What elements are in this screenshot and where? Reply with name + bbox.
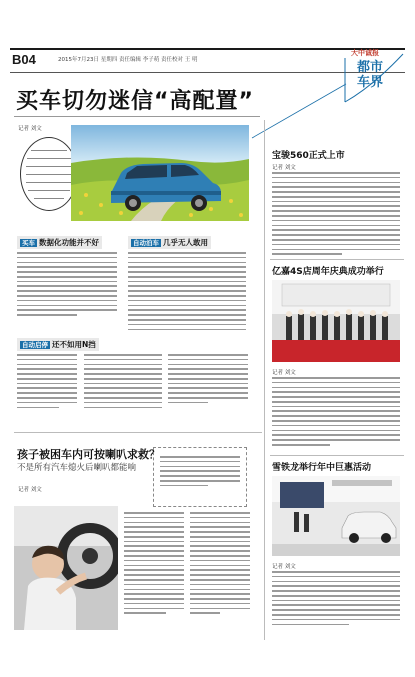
article-divider — [14, 432, 262, 433]
sub-subheadline: 不是所有汽车熄火后喇叭都能响 — [17, 463, 137, 473]
anniversary-photo — [272, 280, 400, 362]
right-divider-2 — [270, 455, 404, 456]
section-name-line2: 车界 — [357, 75, 384, 90]
citroen-event-image — [272, 476, 400, 556]
car-photo — [71, 125, 249, 221]
section-title-3: 还不如用N挡 — [52, 340, 96, 349]
right-article1-body — [272, 172, 400, 258]
anniversary-image — [272, 280, 400, 362]
body-text-col3 — [17, 354, 77, 411]
newspaper-name: 大中诚报 — [351, 48, 379, 57]
decor-arrow-icon — [250, 82, 350, 142]
sub-headline: 孩子被困车内可按喇叭求救？ — [17, 448, 160, 461]
right-divider-1 — [270, 259, 404, 260]
section-tag-3: 自动启停 — [22, 341, 48, 349]
pull-quote — [153, 447, 247, 507]
section-name — [357, 60, 383, 90]
body-text-col2 — [128, 252, 246, 333]
section-title-1: 数据化功能并不好 — [39, 238, 99, 247]
section-heading-3 — [17, 338, 99, 351]
child-image — [14, 506, 118, 630]
body-text-col5 — [168, 354, 248, 407]
body-text-col4 — [84, 354, 162, 411]
section-tag-1: 买车 — [22, 239, 35, 247]
intro-circle — [20, 137, 78, 211]
right-article2-byline: 记者 刘文 — [272, 370, 296, 376]
section-logo — [343, 46, 405, 104]
section-tag-2: 自动泊车 — [133, 239, 159, 247]
column-divider — [264, 120, 265, 640]
car-image — [71, 125, 249, 221]
right-article2-title: 亿嘉4S店周年庆典成功举行 — [272, 267, 384, 277]
section-heading-2 — [128, 236, 211, 249]
sub-text-col2 — [190, 512, 250, 617]
sub-byline: 记者 刘文 — [18, 487, 42, 493]
section-heading-1 — [17, 236, 102, 249]
right-article2-body — [272, 377, 400, 449]
section-name-line1: 都市 — [357, 60, 384, 75]
child-in-car-photo — [14, 506, 118, 630]
headline-rule — [14, 116, 260, 117]
right-article3-title: 雪铁龙举行年中巨惠活动 — [272, 463, 372, 473]
citroen-event-photo — [272, 476, 400, 556]
main-byline: 记者 刘文 — [18, 126, 42, 132]
right-article1-title: 宝骏560正式上市 — [272, 151, 345, 161]
section-title-2: 几乎无人敢用 — [163, 238, 208, 247]
right-article1-byline: 记者 刘文 — [272, 165, 296, 171]
main-headline: 买车切勿迷信“高配置” — [16, 89, 254, 114]
right-article3-byline: 记者 刘文 — [272, 564, 296, 570]
right-article3-body — [272, 571, 400, 628]
body-text-col1 — [17, 252, 117, 319]
edition-meta: 2015年7月23日 星期四 责任编辑 李子萌 责任校对 王 明 — [58, 57, 198, 63]
page-number: B04 — [12, 52, 36, 67]
sub-text-col1 — [124, 512, 184, 617]
